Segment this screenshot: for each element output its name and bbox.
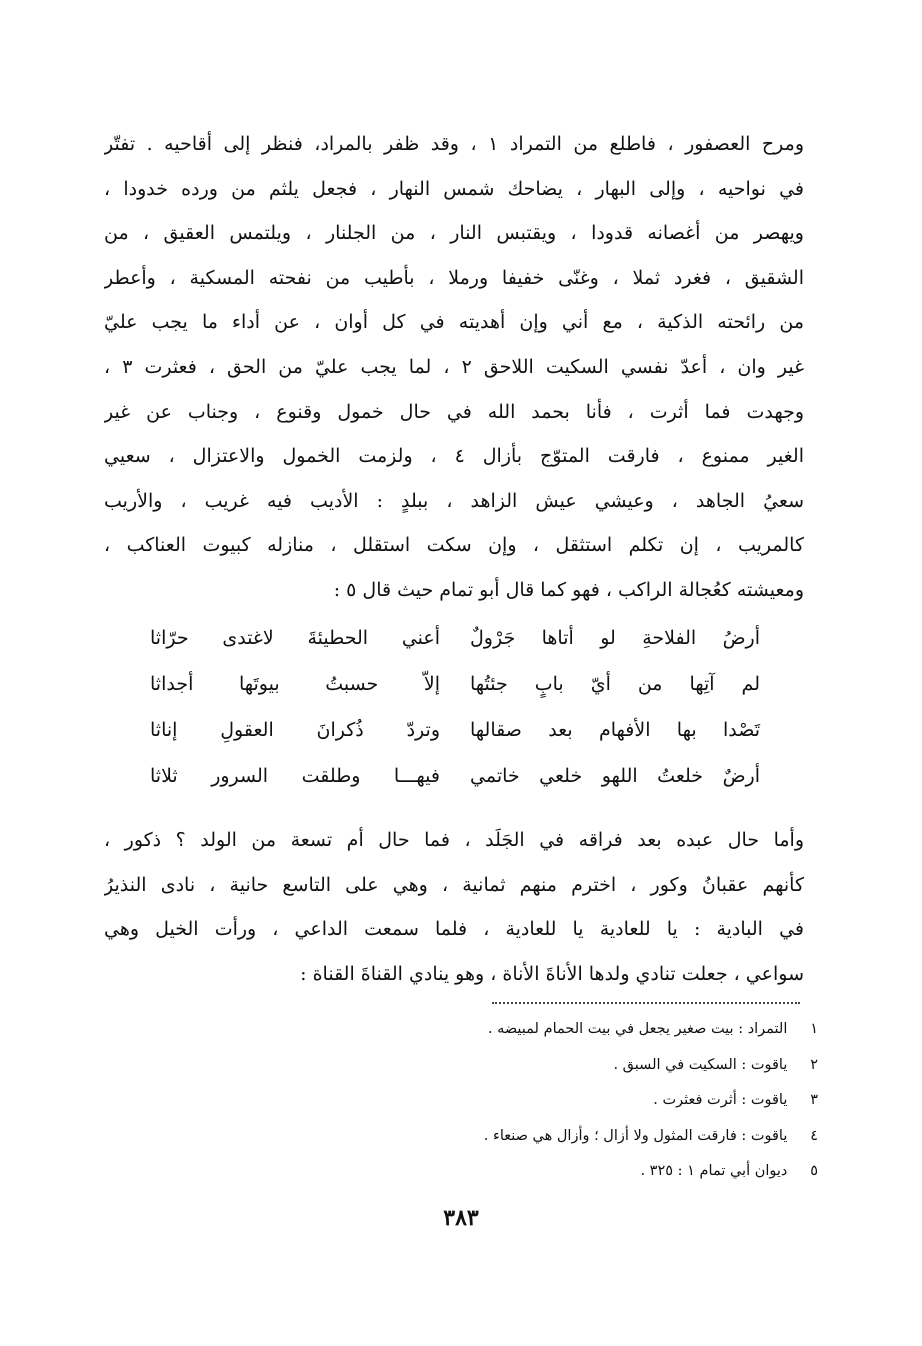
prose-line: ويهصر من أغصانه قدودا ، ويقتبس النار ، من الجلنار ، ويلتمس العقيق ، من (104, 222, 804, 245)
prose-line: ومرح العصفور ، فاطلع من التمراد ١ ، وقد ظفر بالمراد، فنظر إلى أقاحيه . تفتّر (104, 133, 804, 155)
footnote-number: ٢ (810, 1056, 818, 1073)
prose-paragraph-2 (104, 818, 804, 996)
prose-line: من رائحته الذكية ، مع أني وإن أهديته في كل أوان ، عن أداء ما يجب عليّ (104, 311, 804, 334)
verse-second-hemistich: وتردّ ذُكرانَ العقولِ إناثا (150, 719, 440, 741)
prose-line: كأنهم عقبانُ وكور ، اخترم منهم ثمانية ، وهي على التاسع حانية ، نادى النذيرُ (104, 873, 804, 896)
prose-line: سعيُ الجاهد ، وعيشي عيش الزاهد ، ببلدٍ : الأديب فيه غريب ، والأريب (104, 489, 804, 512)
verse-second-hemistich: فيهـــا وطلقت السرور ثلاثا (150, 765, 440, 787)
prose-line: في البادية : يا للعادية يا للعادية ، فلما سمعت الداعي ، ورأت الخيل وهي (104, 918, 804, 941)
footnote-number: ٥ (810, 1163, 818, 1179)
prose-line: وجهدت فما أثرت ، فأنا بحمد الله في حال خمول وقنوع ، وجناب عن غير (104, 400, 804, 423)
footnote (198, 1048, 818, 1084)
footnote-text: التمراد : بيت صغير يجعل في بيت الحمام لمبيضه . (487, 1021, 788, 1037)
footnote (198, 1119, 818, 1155)
prose-line: وأما حال عبده بعد فراقه في الجَلَد ، فما حال أم تسعة من الولد ؟ ذكور ، (104, 829, 804, 851)
footnote (198, 1012, 818, 1048)
footnote-text: ياقوت : أثرت فعثرت . (653, 1092, 788, 1108)
footnote (198, 1083, 818, 1119)
prose-line: الشقيق ، فغرد ثملا ، وغنّى خفيفا ورملا ، بأطيب من نفحته المسكية ، وأعطر (104, 266, 804, 289)
footnote-divider (492, 1002, 800, 1004)
prose-line: في نواحيه ، وإلى البهار ، يضاحك شمس النهار ، فجعل يلثم من ورده خدودا ، (104, 177, 804, 200)
verse-first-hemistich: لم آتِها من أيّ بابٍ جئتُها (470, 673, 760, 695)
prose-line: كالمريب ، إن تكلم استثقل ، وإن سكت استقلل ، منازله كبيوت العناكب ، (104, 534, 804, 557)
poem (150, 615, 760, 799)
footnote-text: ياقوت : فارقت المثول ولا أزال ؛ وأزال هي صنعاء . (483, 1127, 788, 1144)
poem-verse (150, 615, 760, 661)
footnote-number: ٣ (810, 1092, 818, 1108)
poem-verse (150, 707, 760, 753)
verse-first-hemistich: تَصْدا بها الأفهام بعد صقالها (470, 719, 760, 741)
prose-line: الغير ممنوع ، فارقت المتوّج بأزال ٤ ، ولزمت الخمول والاعتزال ، سعيي (104, 445, 804, 468)
prose-paragraph-1 (104, 122, 804, 613)
prose-line: سواعي ، جعلت تنادي ولدها الأناةَ الأناة ، وهو ينادي القناةَ القناة : (300, 962, 804, 985)
page-number: ٣٨٣ (443, 1205, 479, 1231)
verse-second-hemistich: إلاّ حسبتُ بيوتَها أجداثا (150, 673, 440, 695)
poem-verse (150, 753, 760, 799)
prose-line: غير وان ، أعدّ نفسي السكيت اللاحق ٢ ، لما يجب عليّ من الحق ، فعثرت ٣ ، (104, 355, 804, 378)
footnote (198, 1154, 818, 1190)
verse-second-hemistich: أعني الحطيئةَ لاغتدى حرّاثا (150, 627, 440, 649)
prose-line: ومعيشته كعُجالة الراكب ، فهو كما قال أبو تمام حيث قال ٥ : (333, 578, 804, 601)
verse-first-hemistich: أرضٌ خلعتُ اللهو خلعي خاتمي (470, 765, 760, 787)
footnote-number: ٤ (810, 1127, 818, 1144)
footnote-number: ١ (810, 1021, 818, 1037)
poem-verse (150, 661, 760, 707)
footnotes (198, 1012, 818, 1190)
footnote-text: ياقوت : السكيت في السبق . (613, 1056, 788, 1073)
verse-first-hemistich: أرضُ الفلاحةِ لو أتاها جَرْولٌ (470, 627, 760, 649)
footnote-text: ديوان أبي تمام ١ : ٣٢٥ . (640, 1163, 788, 1179)
